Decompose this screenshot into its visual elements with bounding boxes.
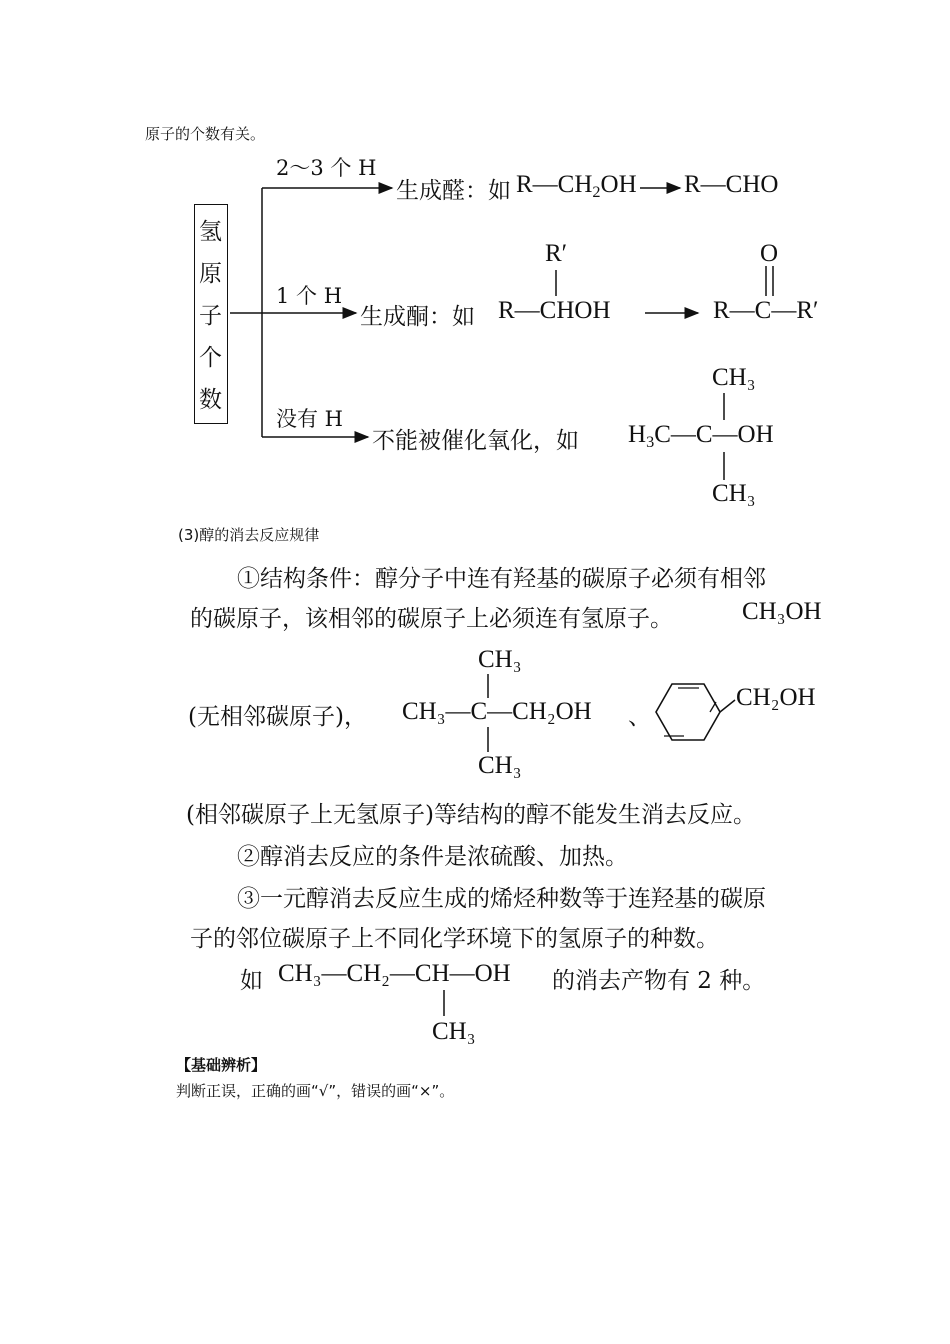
rule1-line2: 的碳原子，该相邻的碳原子上必须连有氢原子。 (190, 606, 673, 632)
branch1-product: R—CHO (684, 171, 779, 198)
branch2-reactant: R—CHOH (498, 297, 611, 324)
basics-instruction: 判断正误，正确的画“√”，错误的画“×”。 (176, 1082, 455, 1100)
branch1-condition: 2～3 个 H (276, 156, 377, 180)
rule1-line1: ①结构条件：醇分子中连有羟基的碳原子必须有相邻 (237, 566, 766, 592)
branch2-condition: 1 个 H (276, 284, 343, 308)
rule1-structure-top: CH₃ (478, 646, 522, 673)
section3-title: (3)醇的消去反应规律 (178, 526, 320, 544)
example-formula: CH₃—CH₂—CH—OH (278, 960, 511, 987)
example-branch: CH₃ (432, 1018, 476, 1045)
branch2-product-top: O (760, 240, 779, 267)
example-prefix: 如 (240, 968, 263, 994)
rule3-line2: 子的邻位碳原子上不同化学环境下的氢原子的种数。 (190, 926, 719, 952)
branch1-result: 生成醛：如 (396, 178, 511, 204)
branch3-top: CH₃ (712, 364, 756, 391)
rule1-benzyl-group: CH₂OH (736, 684, 816, 711)
box-char: 原 (199, 261, 222, 287)
branch3-main: $H_3C—C—OH$ (628, 421, 774, 451)
box-char: 数 (199, 387, 222, 413)
rule2: ②醇消去反应的条件是浓硫酸、加热。 (237, 844, 628, 870)
example-suffix: 的消去产物有 2 种。 (552, 968, 766, 994)
box-char: 个 (199, 345, 222, 371)
rule1-formula: CH₃OH (742, 598, 822, 625)
rule1-separator: 、 (628, 704, 651, 730)
rule1-structure-bottom: CH₃ (478, 752, 522, 779)
intro-line: 原子的个数有关。 (145, 125, 266, 143)
rule1-structure-main: CH₃—C—CH₂OH (402, 698, 592, 725)
branch3-condition: 没有 H (276, 407, 343, 431)
branch2-result: 生成酮：如 (360, 304, 475, 330)
branch3-bottom: CH₃ (712, 480, 756, 507)
branch3-result: 不能被催化氧化，如 (372, 428, 579, 454)
branch1-reactant: $R—CH_2OH$ (516, 171, 637, 201)
hydrogen-count-box (194, 204, 228, 424)
rule3-line1: ③一元醇消去反应生成的烯烃种数等于连羟基的碳原 (237, 886, 766, 912)
box-char: 子 (199, 303, 222, 329)
rule1-line-after: (相邻碳原子上无氢原子)等结构的醇不能发生消去反应。 (186, 802, 756, 828)
basics-heading: 【基础辨析】 (176, 1056, 267, 1074)
branch2-product: R—C—R′ (713, 297, 819, 324)
branch2-reactant-top: R′ (545, 240, 568, 267)
box-char: 氢 (199, 219, 222, 245)
rule1-no-adjacent: (无相邻碳原子)， (188, 704, 367, 730)
